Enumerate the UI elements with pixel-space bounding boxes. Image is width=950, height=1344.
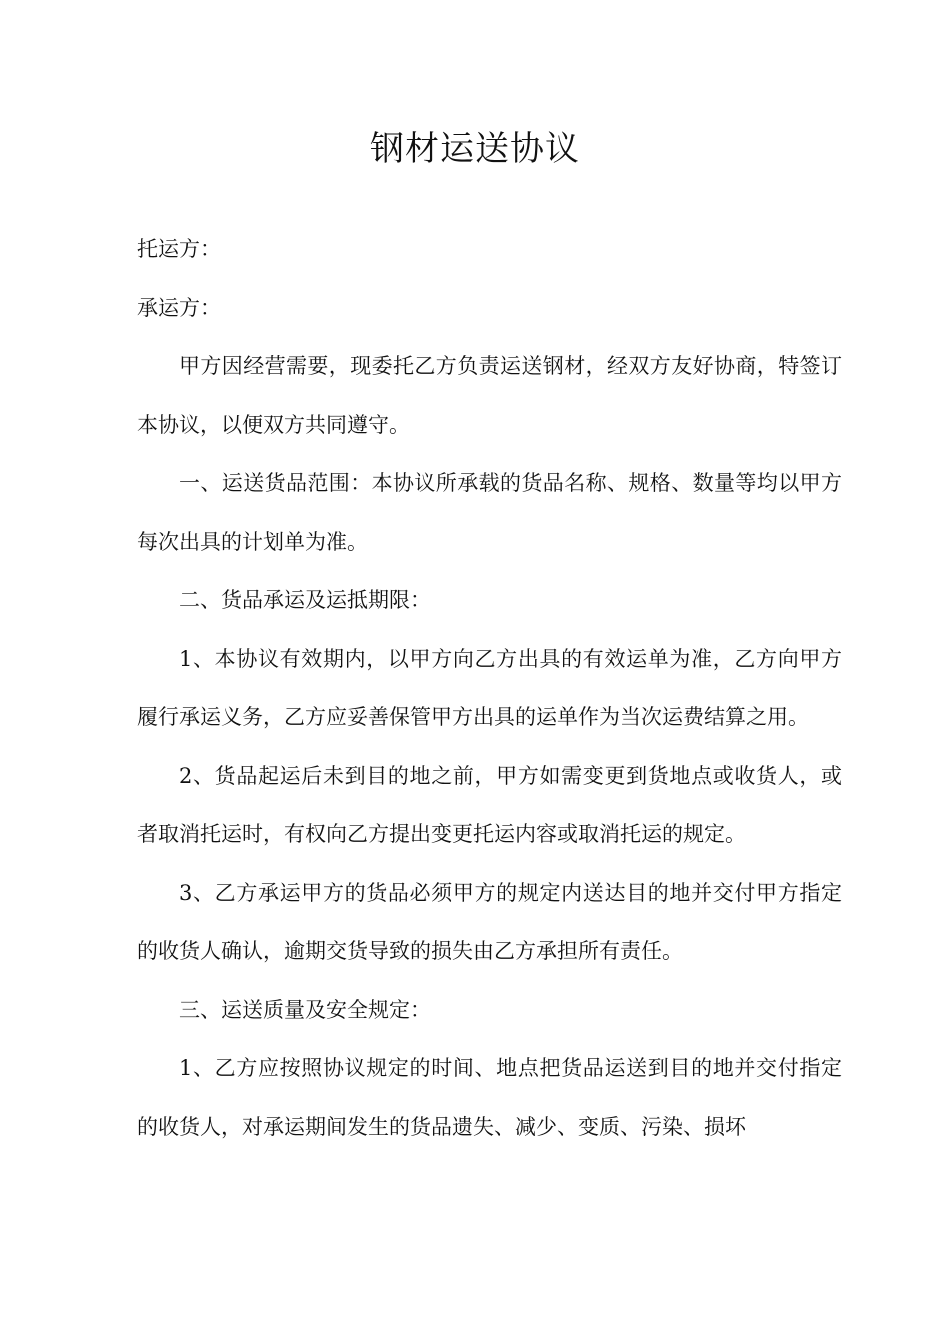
section-2-heading: 二、货品承运及运抵期限： bbox=[179, 588, 431, 612]
shipper-label: 托运方： bbox=[137, 237, 221, 261]
section-2-item-1: 1、本协议有效期内，以甲方向乙方出具的有效运单为准，乙方向甲方履行承运义务，乙方应妥善保管甲方出具的运单作为当次运费结算之用。 bbox=[137, 646, 842, 729]
carrier-label: 承运方： bbox=[137, 295, 221, 320]
section-3-item-1: 1、乙方应按照协议规定的时间、地点把货品运送到目的地并交付指定的收货人，对承运期间发生的货品遗失、减少、变质、污染、损坏 bbox=[137, 1056, 842, 1139]
intro-paragraph: 甲方因经营需要，现委托乙方负责运送钢材，经双方友好协商，特签订本协议，以便双方共同遵守。 bbox=[137, 354, 842, 437]
document-title: 钢材运送协议 bbox=[370, 129, 580, 169]
section-3-heading: 三、运送质量及安全规定： bbox=[179, 997, 431, 1022]
section-2-item-2: 2、货品起运后未到目的地之前，甲方如需变更到货地点或收货人，或者取消托运时，有权向乙方提出变更托运内容或取消托运的规定。 bbox=[137, 763, 842, 846]
section-2-item-3: 3、乙方承运甲方的货品必须甲方的规定内送达目的地并交付甲方指定的收货人确认，逾期交货导致的损失由乙方承担所有责任。 bbox=[137, 880, 842, 963]
document-body bbox=[137, 220, 842, 1156]
section-1-scope: 一、运送货品范围：本协议所承载的货品名称、规格、数量等均以甲方每次出具的计划单为准。 bbox=[137, 471, 842, 554]
